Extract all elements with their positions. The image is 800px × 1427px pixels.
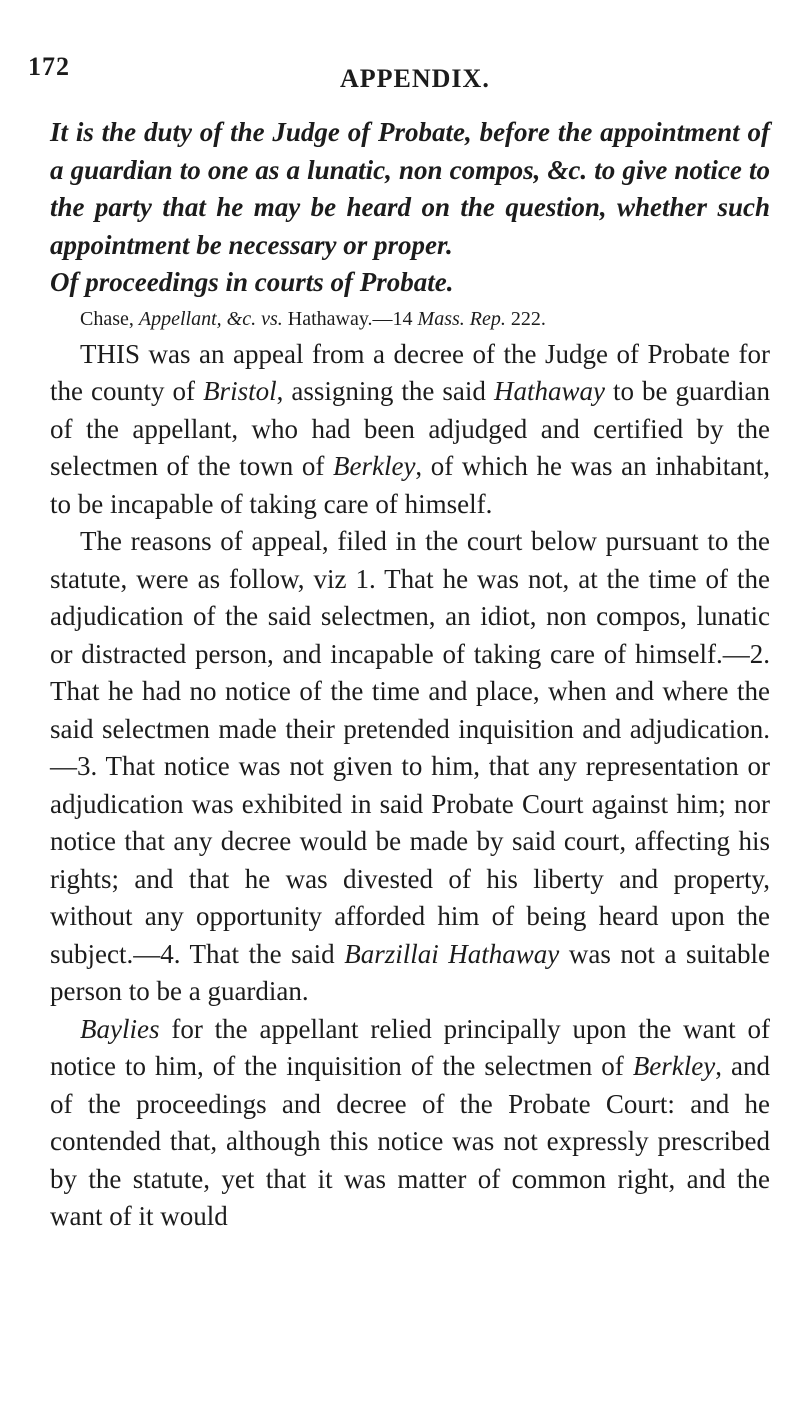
syllabus: It is the duty of the Judge of Probate, before the appointment of a guardian to one as a lunatic, non compos, &c. to give notice to the party that he may be heard on the question, whether such appointment be necessary or proper. (50, 117, 770, 260)
para3-text-d: , and of the proceedings and decree of the Probate Court: and he contended that, although this notice was not expressly prescribed by the statute, yet that it was matter of common right, and the want of it would (50, 1051, 771, 1231)
para1-guardian-name: Hathaway (493, 376, 605, 406)
para2-end: was not a suitable person to be a guardian. (50, 938, 770, 1006)
citation-report: Mass. Rep. (417, 307, 506, 330)
citation-role: Appellant, &c. (138, 307, 257, 330)
citation-party1: Chase, (80, 307, 134, 330)
para3-town: Berkley (632, 1051, 716, 1081)
para3-text-b: for the appellant relied principally upon the want of notice to him, of the inquisition of the selectmen of (50, 1013, 770, 1081)
page-number: 172 (28, 52, 70, 81)
running-head: APPENDIX. (340, 64, 490, 93)
section-subheading: Of proceedings in courts of Probate. (50, 267, 454, 297)
case-citation (50, 302, 770, 336)
para1-county: Bristol (203, 376, 277, 406)
para1-text-a: THIS was an appeal from a decree of the Judge of Probate for the county of (50, 338, 770, 406)
citation-page: 222. (510, 307, 546, 330)
para3-counsel: Baylies (80, 1013, 160, 1044)
paragraph-1 (50, 336, 770, 524)
citation-party2: Hathaway.—14 (287, 307, 413, 330)
paragraph-2 (50, 523, 770, 1011)
page-body (50, 114, 770, 1236)
para2-text: The reasons of appeal, filed in the court below pursuant to the statute, were as follow, viz 1. That he was not, at the time of the adjudication of the said selectmen, an idiot, non compos, lunatic or distracted person, and incapable of taking care of himself.—2. That he had no notice of the time and place, when and where the said selectmen made their pretended inquisition and adjudication.—3. That notice was not given to him, that any representation or adjudication was exhibited in said Probate Court against him; nor notice that any decree would be made by said court, affecting his rights; and that he was divested of his liberty and property, without any opportunity afforded him of being heard upon the subject.—4. That the said (50, 526, 770, 969)
citation-vs: vs. (261, 307, 283, 330)
para1-text-c: , assigning the said (276, 376, 494, 406)
para2-name: Barzillai Hathaway (344, 938, 560, 969)
para1-text-g: , of which he was an inhabitant, to be incapable of taking care of himself. (50, 451, 771, 519)
para1-town: Berkley (332, 451, 416, 481)
para1-text-e: to be guardian of the appellant, who had been adjudged and certified by the selectmen of the town of (50, 376, 770, 481)
paragraph-3 (50, 1011, 770, 1236)
